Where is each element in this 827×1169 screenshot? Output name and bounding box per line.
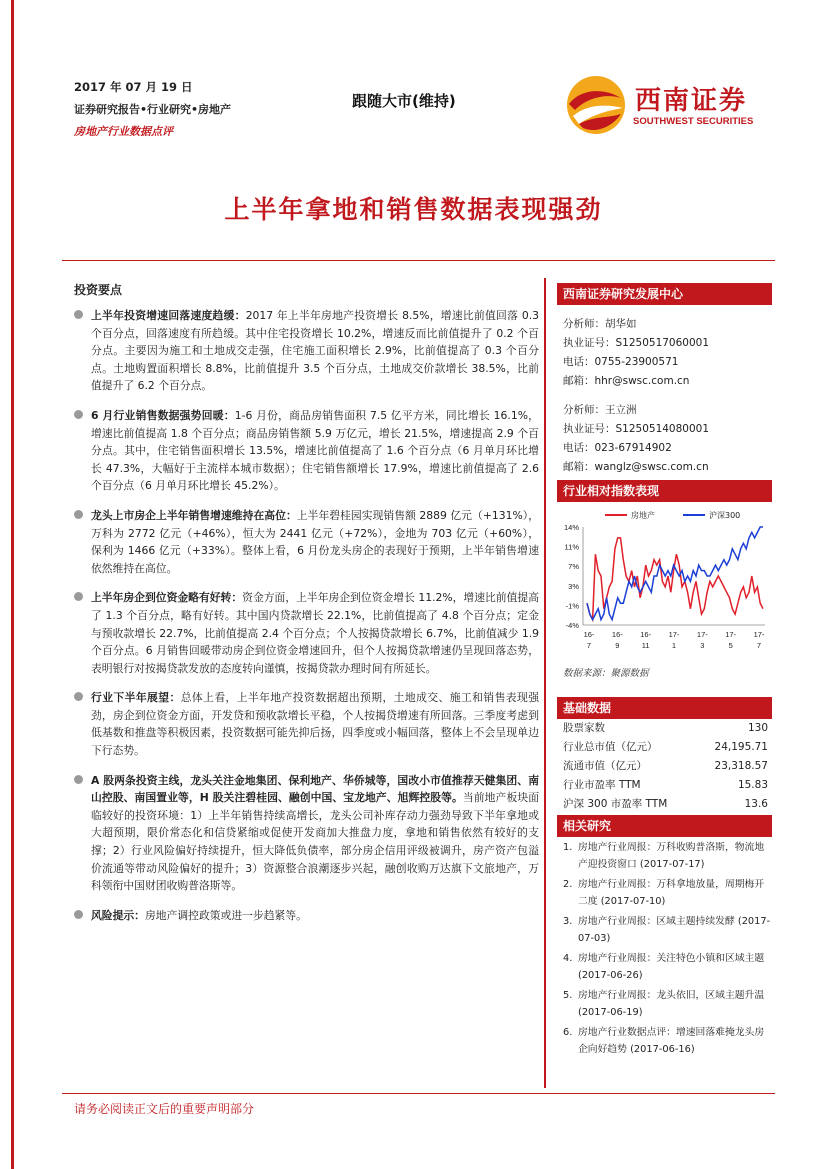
related-item-num: 6.: [563, 1027, 573, 1038]
x-tick-label: 11: [641, 641, 650, 650]
related-item-date: (2017-06-16): [630, 1044, 695, 1055]
bullet-dot-icon: [74, 592, 83, 601]
basic-data-row: [557, 738, 772, 757]
x-tick-label: 3: [700, 641, 705, 650]
related-item-num: 3.: [563, 916, 573, 927]
basic-data-row: [557, 757, 772, 776]
series-line: [587, 538, 763, 620]
basic-data-row: [557, 719, 772, 738]
x-tick-label: 17-: [753, 630, 765, 639]
x-tick-label: 7: [586, 641, 592, 650]
related-item-num: 1.: [563, 842, 573, 853]
y-tick-label: 7%: [568, 562, 579, 572]
key-point-body: 1-6 月份，商品房销售面积 7.5 亿平方米，同比增长 16.1%，增速比前值提高 1.8 个百分点；商品房销售额 5.9 万亿元，增长 21.5%，增速提高 2.9 个百分点。其中，住宅销售面积增长 13.5%，增速比前值提高了 1.6 个百分点（6 月单月环比增长 47.3%，大幅好于主流样本城市数据）；住宅销售额增长 17.9%，增速比前值提高了 2.6 个百分点（6 月单月环比增长 45.2%）。: [91, 408, 539, 493]
legend-label: 沪深300: [709, 511, 741, 520]
key-point-head: A 股两条投资主线，龙头关注金地集团、保利地产、华侨城等，国改小市值推荐天健集团、南山控股、南国置业等，H 股关注碧桂园、融创中国、宝龙地产、旭辉控股等。: [91, 773, 539, 805]
left-accent-rule: [11, 0, 14, 1169]
bullet-dot-icon: [74, 910, 83, 919]
key-point-body: 上半年碧桂园实现销售额 2889 亿元（+131%），万科为 2772 亿元（+46%），恒大为 2441 亿元（+72%），金地为 703 亿元（+60%），保利为 1466 亿元（+33%）。整体上看，6 月份龙头房企的表现好于预期，上半年销售增速依然维持在高位。: [91, 508, 539, 575]
x-tick-label: 16-: [583, 630, 595, 639]
x-tick-label: 1: [671, 641, 677, 650]
research-center-title: 西南证券研究发展中心: [557, 283, 772, 305]
logo-name-cn: 西南证券: [635, 86, 748, 116]
y-tick-label: 3%: [568, 581, 579, 591]
rating: 跟随大市(维持): [352, 92, 456, 110]
x-tick-label: 16-: [640, 630, 652, 639]
related-item-text: 房地产行业周报：万科收购普洛斯，物流地产迎投资窗口: [578, 842, 765, 870]
related-item[interactable]: [557, 839, 772, 873]
basic-data-panel: [557, 697, 772, 814]
x-tick-label: 17-: [696, 630, 708, 639]
bullet-dot-icon: [74, 410, 83, 419]
research-center-panel: [557, 283, 772, 477]
related-research-header: [557, 815, 772, 837]
index-chart: [557, 505, 772, 660]
related-item-num: 2.: [563, 879, 573, 890]
report-subtype: 房地产行业数据点评: [74, 125, 173, 138]
basic-data-title: 基础数据: [557, 697, 772, 719]
legend-label: 房地产: [631, 511, 655, 520]
y-tick-label: 11%: [564, 542, 579, 552]
x-tick-label: 5: [728, 641, 733, 650]
key-point-body: 总体上看，上半年地产投资数据超出预期，土地成交、施工和销售表现强劲，房企到位资金方面，开发贷和预收款增长平稳，个人按揭贷增速有所回落。三季度考虑到低基数和推盘等积极因素，投资数据可能先抑后扬，四季度或小幅回落，整体上不会呈现单边下行态势。: [91, 691, 540, 758]
related-item-date: (2017-06-19): [578, 1007, 643, 1018]
chart-source: 数据来源：聚源数据: [563, 668, 649, 679]
bullet-dot-icon: [74, 310, 83, 319]
report-type: 证券研究报告•行业研究•房地产: [74, 103, 232, 116]
key-point-head: 风险提示：: [91, 908, 145, 922]
key-point-head: 上半年投资增速回落速度趋缓：: [91, 309, 246, 322]
section-title: 投资要点: [74, 283, 123, 297]
analyst-phone: 电话：0755-23900571: [563, 356, 679, 368]
basic-data-value: 23,318.57: [714, 760, 768, 772]
footer-divider: [62, 1093, 775, 1094]
key-point-body: 当前地产板块面临较好的投资环境：1）上半年销售持续高增长，龙头公司补库存动力强劲导致下半年拿地或大超预期，限价常态化和信贷紧缩或促使开发商加大推盘力度，拿地和销售依然有较好的支撑；2）行业风险偏好持续提升，恒大降低负债率，部分房企信用评级被调升，房产资产包溢价流通等带动风险偏好的提升；3）资源整合浪潮逐步兴起，融创收购万达旗下文旅地产，万科领衔中国财团收购普洛斯等。: [91, 791, 539, 893]
basic-data-label: 行业总市值（亿元）: [563, 741, 658, 753]
related-item-num: 4.: [563, 953, 573, 964]
x-tick-label: 7: [756, 641, 762, 650]
related-item[interactable]: [557, 876, 772, 910]
related-item-text: 房地产行业周报：龙头依旧，区域主题升温: [578, 990, 765, 1001]
basic-data-row: [557, 776, 772, 795]
basic-data-value: 24,195.71: [714, 741, 768, 753]
y-tick-label: -4%: [565, 621, 579, 630]
x-tick-label: 9: [615, 641, 620, 650]
analyst-email[interactable]: 邮箱：wanglz@swsc.com.cn: [563, 461, 709, 473]
key-point: [74, 907, 539, 925]
key-point: [74, 307, 539, 395]
title-divider: [62, 260, 775, 261]
related-item-date: (2017-07-10): [600, 896, 666, 907]
analyst-name: 分析师：王立洲: [563, 404, 637, 416]
related-item-text: 房地产行业周报：万科拿地放量，周期梅开二度: [578, 879, 765, 907]
key-point-body: 房地产调控政策或进一步趋紧等。: [144, 908, 307, 922]
basic-data-label: 沪深 300 市盈率 TTM: [563, 798, 668, 810]
related-item[interactable]: [557, 987, 772, 1021]
basic-data-value: 15.83: [737, 779, 768, 791]
x-tick-label: 16-: [611, 630, 623, 639]
key-point-head: 6 月行业销售数据强势回暖：: [91, 408, 235, 422]
company-logo: [565, 74, 775, 136]
key-point-head: 行业下半年展望：: [91, 691, 181, 705]
logo-emblem-icon: [565, 74, 627, 136]
key-point-head: 上半年房企到位资金略有好转：: [91, 591, 243, 605]
related-item-num: 5.: [563, 990, 573, 1001]
related-item[interactable]: [557, 913, 772, 947]
analyst-name: 分析师：胡华如: [563, 318, 637, 330]
basic-data-value: 130: [747, 722, 768, 734]
y-tick-label: -1%: [565, 601, 579, 611]
key-point: [74, 589, 539, 677]
column-divider: [544, 278, 546, 1088]
related-item[interactable]: [557, 1024, 772, 1058]
bullet-dot-icon: [74, 775, 83, 784]
bullet-dot-icon: [74, 692, 83, 701]
footer-disclaimer: 请务必阅读正文后的重要声明部分: [74, 1102, 255, 1116]
related-item-text: 房地产行业数据点评：增速回落难掩龙头房企向好趋势: [578, 1027, 765, 1055]
x-tick-label: 17-: [668, 630, 680, 639]
bullet-dot-icon: [74, 510, 83, 519]
key-point-body: 资金方面，上半年房企到位资金增长 11.2%，增速比前值提高了 1.3 个百分点，略有好转。其中国内贷款增长 22.1%，比前值提高了 4.8 个百分点；定金与预收款增长 22.7%，比前值提高 2.4 个百分点；个人按揭贷款增长 6.7%，比前值减少 1.9 个百分点。6 月销售回暖带动房企到位资金增速回升，但个人按揭贷款增速仍呈现回落态势，表明银行对按揭贷款发放的态度转向谨慎，按揭贷款办理时间有所延长。: [91, 591, 540, 675]
key-point-body: 2017 年上半年房地产投资增长 8.5%，增速比前值回落 0.3 个百分点，回落速度有所趋缓。其中住宅投资增长 10.2%，增速反而比前值提升了 0.2 个百分点。主要因为施工和土地成交走强，住宅施工面积增长 2.9%，比前值提高了 0.3 个百分点。土地购置面积增长 8.8%，比前值提升 3.5 个百分点，土地成交价款增长 38.5%，比前值提升了 6.2 个百分点。: [91, 309, 539, 393]
related-research-list: [557, 839, 772, 1061]
related-item-text: 房地产行业周报：区域主题持续发酵: [578, 916, 735, 927]
related-item[interactable]: [557, 950, 772, 984]
basic-data-label: 行业市盈率 TTM: [563, 779, 641, 791]
key-point-head: 龙头上市房企上半年销售增速维持在高位：: [91, 508, 297, 522]
related-item-date: (2017-06-26): [578, 970, 643, 981]
index-chart-title: 行业相对指数表现: [557, 480, 772, 502]
report-date: 2017 年 07 月 19 日: [74, 80, 193, 94]
index-chart-svg: [557, 505, 772, 660]
index-chart-header: [557, 480, 772, 502]
related-research-title: 相关研究: [557, 815, 772, 837]
basic-data-label: 流通市值（亿元）: [563, 760, 647, 772]
logo-name-en: SOUTHWEST SECURITIES: [633, 116, 754, 127]
y-tick-label: 14%: [563, 523, 579, 532]
basic-data-value: 13.6: [744, 798, 768, 810]
key-point: [74, 689, 539, 759]
key-point: [74, 507, 539, 577]
report-title: 上半年拿地和销售数据表现强劲: [224, 195, 603, 224]
related-item-date: (2017-07-03): [578, 916, 771, 944]
analyst-license: 执业证号：S1250517060001: [563, 337, 710, 349]
key-point: [74, 772, 539, 895]
analyst-email[interactable]: 邮箱：hhr@swsc.com.cn: [563, 375, 690, 387]
key-points-list: [74, 307, 539, 936]
related-item-text: 房地产行业周报：关注特色小镇和区域主题: [578, 953, 765, 964]
analyst-license: 执业证号：S1250514080001: [563, 423, 710, 435]
related-item-date: (2017-07-17): [639, 859, 705, 870]
basic-data-label: 股票家数: [563, 722, 605, 734]
analyst-phone: 电话：023-67914902: [563, 442, 672, 454]
basic-data-row: [557, 795, 772, 814]
key-point: [74, 407, 539, 495]
x-tick-label: 17-: [725, 630, 737, 639]
